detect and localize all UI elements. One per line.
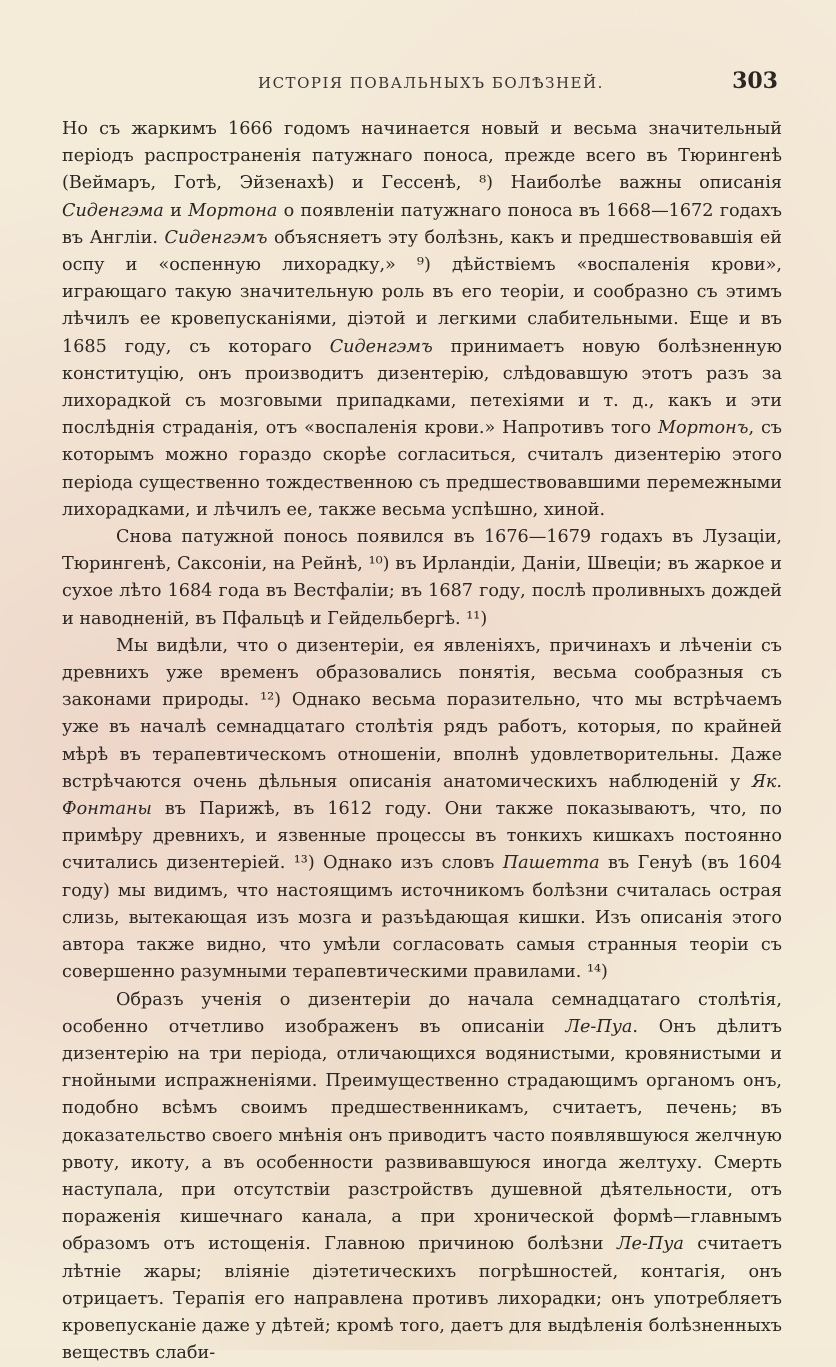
running-title: ИСТОРІЯ ПОВАЛЬНЫХЪ БОЛѢЗНЕЙ. (258, 74, 604, 92)
paragraph (62, 633, 782, 987)
text-run: Образъ ученія о дизентеріи до начала семнадцатаго столѣтія, особенно отчетливо изображенъ въ описаніи (62, 990, 782, 1037)
text-run: Но съ жаркимъ 1666 годомъ начинается новый и весьма значительный періодъ распространенія патужнаго поноса, прежде всего въ Тюрингенѣ (Веймаръ, Готѣ, Эйзенахѣ) и Гессенѣ, ⁸) Наиболѣе важны описанія (62, 119, 782, 193)
italic-name: Ле-Пуа (565, 1017, 632, 1037)
italic-name: Ле-Пуа (617, 1234, 684, 1254)
italic-name: Сиденгэма (62, 201, 164, 221)
text-run: объясняетъ эту болѣзнь, какъ и предшествовавшія ей оспу и «оспенную лихорадку,» ⁹) дѣйствіемъ «воспаленія крови», играющаго такую значительную роль въ его теоріи, и сообразно съ этимъ лѣчилъ ее кровепусканіями, діэтой и легкими слабительными. Еще и въ 1685 году, съ котораго (62, 228, 782, 357)
italic-name: Сиденгэмъ (330, 337, 433, 357)
paragraph (62, 524, 782, 633)
italic-name: Пашетта (503, 853, 600, 873)
body-text (62, 116, 782, 1367)
text-run: Снова патужной понось появился въ 1676—1679 годахъ въ Лузаціи, Тюрингенѣ, Саксоніи, на Рейнѣ, ¹⁰) въ Ирландіи, Даніи, Швеціи; въ жаркое и сухое лѣто 1684 года въ Вестфаліи; въ 1687 году, послѣ проливныхъ дождей и наводненій, въ Пфальцѣ и Гейдельбергѣ. ¹¹) (62, 527, 782, 629)
text-run: въ Генуѣ (въ 1604 году) мы видимъ, что настоящимъ источникомъ болѣзни считалась острая слизь, вытекающая изъ мозга и разъѣдающая кишки. Изъ описанія этого автора также видно, что умѣли согласовать самыя странныя теоріи съ совершенно разумными терапевтическими правилами. ¹⁴) (62, 853, 782, 982)
paragraph (62, 116, 782, 524)
italic-name: Як. Фонтаны (62, 772, 782, 819)
page-header (0, 64, 836, 100)
paragraph (62, 987, 782, 1367)
italic-name: Сиденгэмъ (165, 228, 268, 248)
text-run: . Онъ дѣлитъ дизентерію на три періода, отличающихся водянистыми, кровянистыми и гнойными испражненіями. Преимущественно страдающимъ органомъ онъ, подобно всѣмъ своимъ предшественникамъ, считаетъ, печень; въ доказательство своего мнѣнія онъ приводитъ часто появлявшуюся желчную рвоту, икоту, а въ особенности развивавшуюся иногда желтуху. Смерть наступала, при отсутствіи разстройствъ душевной дѣятельности, отъ пораженія кишечнаго канала, а при хронической формѣ—главнымъ образомъ отъ истощенія. Главною причиною болѣзни (62, 1017, 782, 1255)
italic-name: Мортонъ (658, 418, 748, 438)
text-run: и (164, 201, 188, 221)
italic-name: Мортона (188, 201, 277, 221)
text-run: о появленіи патужнаго поноса въ 1668—1672 годахъ въ Англіи. (62, 201, 782, 248)
text-run: , съ которымъ можно гораздо скорѣе согласиться, считалъ дизентерію этого періода существенно тождественною съ предшествовавшими перемежными лихорадками, и лѣчилъ ее, также весьма успѣшно, хиной. (62, 418, 782, 520)
text-run: считаетъ лѣтніе жары; вліяніе діэтетическихъ погрѣшностей, контагія, онъ отрицаетъ. Терапія его направлена противъ лихорадки; онъ употребляетъ кровепусканіе даже у дѣтей; кромѣ того, даетъ для выдѣленія болѣзненныхъ веществъ слаби- (62, 1234, 782, 1363)
text-run: Мы видѣли, что о дизентеріи, ея явленіяхъ, причинахъ и лѣченіи съ древнихъ уже временъ образовались понятія, весьма сообразныя съ законами природы. ¹²) Однако весьма поразительно, что мы встрѣчаемъ уже въ началѣ семнадцатаго столѣтія рядъ работъ, которыя, по крайней мѣрѣ въ терапевтическомъ отношеніи, вполнѣ удовлетворительны. Даже встрѣчаются очень дѣльныя описанія анатомическихъ наблюденій у (62, 636, 782, 792)
page-number: 303 (732, 68, 778, 94)
text-run: въ Парижѣ, въ 1612 году. Они также показываютъ, что, по примѣру древнихъ, и язвенные процессы въ тонкихъ кишкахъ постоянно считались дизентеріей. ¹³) Однако изъ словъ (62, 799, 782, 873)
text-run: принимаетъ новую болѣзненную конституцію, онъ производитъ дизентерію, слѣдовавшую этотъ разъ за лихорадкой съ мозговыми припадками, петехіями и т. д., какъ и эти послѣднія страданія, отъ «воспаленія крови.» Напротивъ того (62, 337, 782, 439)
